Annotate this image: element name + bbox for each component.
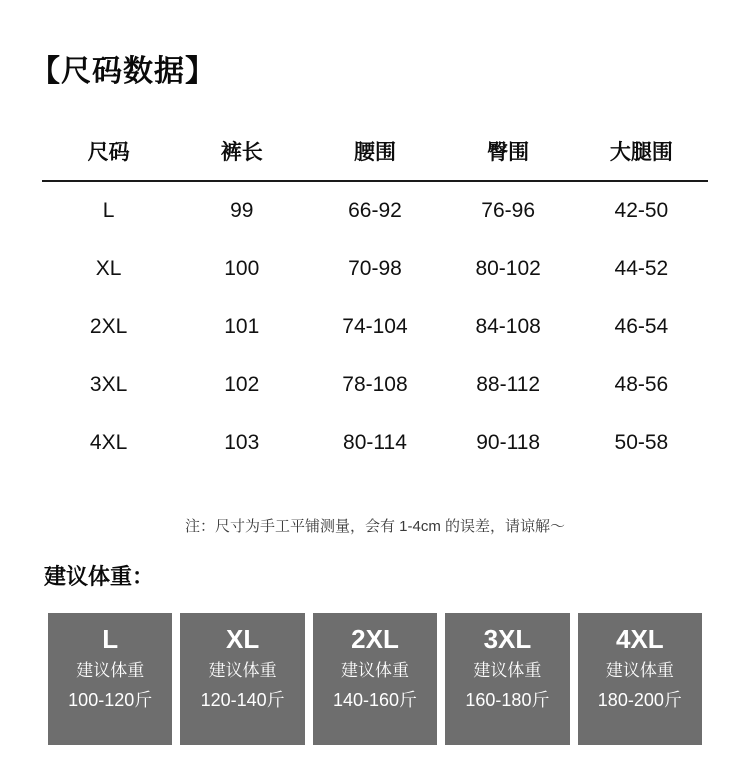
weight-card-label: 建议体重 bbox=[76, 661, 145, 680]
page-title: 【尺码数据】 bbox=[30, 55, 216, 88]
weight-card-range: 160-180斤 bbox=[465, 690, 550, 710]
table-header-row bbox=[42, 128, 708, 181]
weight-card-size: 4XL bbox=[615, 624, 664, 654]
cell-waist: 80-114 bbox=[343, 431, 407, 454]
weight-card-label: 建议体重 bbox=[341, 661, 410, 680]
weight-card-range: 120-140斤 bbox=[200, 690, 285, 710]
cell-hip: 84-108 bbox=[475, 315, 541, 338]
weight-card-size: 2XL bbox=[351, 624, 399, 654]
table-header bbox=[42, 128, 708, 181]
weight-card-label: 建议体重 bbox=[208, 661, 277, 680]
cell-thigh: 50-58 bbox=[614, 431, 669, 454]
table-row bbox=[42, 414, 708, 472]
cell-thigh: 42-50 bbox=[614, 199, 669, 222]
cell-size: 4XL bbox=[89, 431, 128, 454]
weight-card-size: L bbox=[102, 624, 119, 654]
weight-card-size: 3XL bbox=[483, 624, 532, 654]
column-header-waist: 腰围 bbox=[353, 141, 396, 164]
weight-card bbox=[180, 613, 304, 745]
recommended-weight-cards bbox=[48, 613, 702, 745]
cell-hip: 76-96 bbox=[481, 199, 536, 222]
cell-hip: 90-118 bbox=[476, 431, 541, 454]
weight-card bbox=[445, 613, 569, 745]
table-row bbox=[42, 240, 708, 298]
weight-card-range: 180-200斤 bbox=[597, 690, 682, 710]
cell-thigh: 46-54 bbox=[614, 315, 669, 338]
measurement-note: 注：尺寸为手工平铺测量，会有 1-4cm 的误差，请谅解～ bbox=[184, 518, 565, 535]
table-row bbox=[42, 356, 708, 414]
weight-card-label: 建议体重 bbox=[605, 661, 674, 680]
weight-card bbox=[48, 613, 172, 745]
cell-waist: 74-104 bbox=[342, 315, 408, 338]
cell-size: 3XL bbox=[89, 373, 128, 396]
column-header-size: 尺码 bbox=[87, 141, 130, 164]
cell-pant-length: 100 bbox=[224, 257, 260, 280]
column-header-hip: 臀围 bbox=[487, 141, 530, 164]
recommended-weight-heading: 建议体重： bbox=[44, 564, 155, 589]
cell-size: XL bbox=[95, 257, 122, 280]
weight-card bbox=[578, 613, 702, 745]
column-header-thigh: 大腿围 bbox=[609, 141, 673, 164]
size-data-table bbox=[42, 128, 708, 472]
weight-card-range: 140-160斤 bbox=[332, 690, 418, 710]
table-row bbox=[42, 298, 708, 356]
cell-pant-length: 101 bbox=[224, 315, 260, 338]
column-header-pant-length: 裤长 bbox=[220, 141, 263, 164]
cell-waist: 70-98 bbox=[348, 257, 402, 280]
cell-pant-length: 99 bbox=[230, 199, 254, 222]
cell-thigh: 48-56 bbox=[614, 373, 669, 396]
weight-card bbox=[313, 613, 437, 745]
cell-size: L bbox=[102, 199, 115, 222]
cell-pant-length: 102 bbox=[224, 373, 260, 396]
table-body bbox=[42, 181, 708, 472]
weight-card-size: XL bbox=[225, 624, 260, 654]
cell-size: 2XL bbox=[89, 315, 128, 338]
weight-card-label: 建议体重 bbox=[473, 661, 542, 680]
cell-pant-length: 103 bbox=[224, 431, 260, 454]
weight-card-range: 100-120斤 bbox=[68, 690, 153, 710]
cell-hip: 80-102 bbox=[475, 257, 541, 280]
cell-hip: 88-112 bbox=[476, 373, 541, 396]
table-row bbox=[42, 181, 708, 240]
cell-thigh: 44-52 bbox=[614, 257, 669, 280]
cell-waist: 66-92 bbox=[348, 199, 402, 222]
cell-waist: 78-108 bbox=[342, 373, 408, 396]
